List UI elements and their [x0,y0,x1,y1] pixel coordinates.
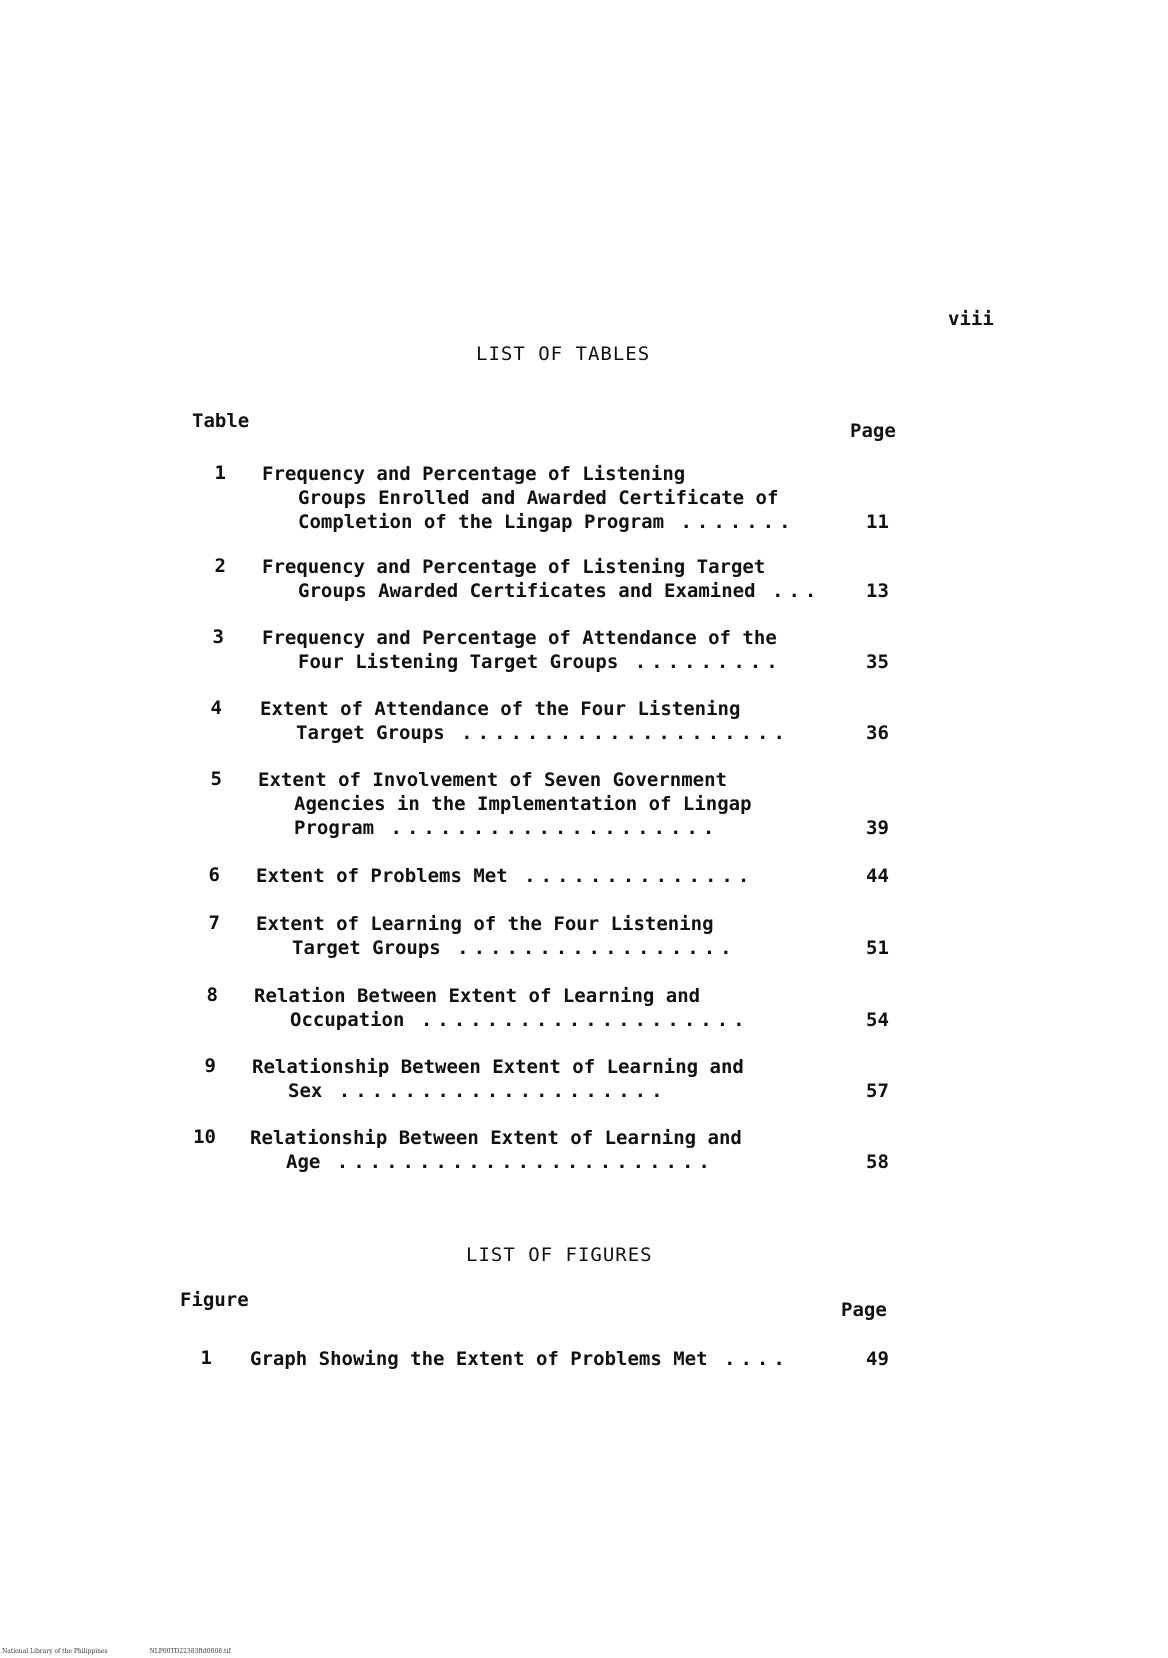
dot-leader: .................... [322,1080,668,1102]
table-page-number: 36 [866,722,889,744]
table-title-line: Frequency and Percentage of Listening [262,463,686,485]
table-title-line: Groups Awarded Certificates and Examined ... [298,580,822,602]
figure-column-label: Figure [180,1289,249,1311]
table-number: 4 [210,697,222,719]
footer-file: NLP00TD22383ftd0008.tif [149,1648,231,1655]
table-title-line: Frequency and Percentage of Listening Target [262,556,766,578]
table-number: 3 [212,626,224,648]
table-page-number: 54 [866,1009,889,1031]
dot-leader: .............. [507,865,755,887]
table-title-line: Four Listening Target Groups ......... [298,651,783,673]
table-page-number: 11 [866,511,889,533]
table-page-number: 44 [866,865,889,887]
table-title-line: Completion of the Lingap Program ....... [298,511,796,533]
dot-leader: ....................... [320,1151,715,1173]
table-number: 8 [206,984,218,1006]
dot-leader: .... [707,1348,790,1370]
table-title-line: Target Groups ................. [292,937,737,959]
table-page-number: 13 [866,580,889,602]
table-title-line: Target Groups .................... [296,722,790,744]
dot-leader: .................... [374,817,720,839]
dot-leader: ... [755,580,822,602]
table-title-line: Age ....................... [286,1151,715,1173]
table-title-line: Relationship Between Extent of Learning and [250,1127,742,1149]
page-number: viii [948,308,994,330]
figure-page-column-label: Page [841,1299,887,1321]
table-page-number: 51 [866,937,889,959]
table-title-line: Groups Enrolled and Awarded Certificate of [298,487,779,509]
table-page-number: 39 [866,817,889,839]
table-title-line: Extent of Problems Met .............. [256,865,755,887]
dot-leader: ......... [618,651,783,673]
table-title-line: Extent of Attendance of the Four Listening [260,698,741,720]
list-of-tables-title: LIST OF TABLES [476,343,651,365]
table-title-line: Sex .................... [288,1080,668,1102]
table-number: 10 [193,1126,216,1148]
table-page-number: 57 [866,1080,889,1102]
table-title-line: Agencies in the Implementation of Lingap [294,793,752,815]
dot-leader: ................. [440,937,737,959]
table-number: 1 [214,462,226,484]
footer-library: National Library of the Philippines [2,1648,108,1655]
figure-page-number: 49 [866,1348,889,1370]
table-title-line: Relationship Between Extent of Learning and [252,1056,744,1078]
table-number: 9 [204,1055,216,1077]
table-title-line: Program .................... [294,817,720,839]
table-page-column-label: Page [850,420,896,442]
table-title-line: Occupation .................... [290,1009,750,1031]
table-number: 5 [210,768,222,790]
table-page-number: 35 [866,651,889,673]
dot-leader: .................... [404,1009,750,1031]
table-page-number: 58 [866,1151,889,1173]
table-number: 6 [208,864,220,886]
list-of-figures-title: LIST OF FIGURES [466,1244,653,1266]
figure-title-line: Graph Showing the Extent of Problems Met .... [250,1348,790,1370]
table-number: 2 [214,555,226,577]
dot-leader: .................... [444,722,790,744]
figure-number: 1 [200,1347,212,1369]
table-title-line: Extent of Learning of the Four Listening [256,913,714,935]
table-title-line: Frequency and Percentage of Attendance of the [262,627,777,649]
scan-footer [2,1648,271,1655]
table-title-line: Relation Between Extent of Learning and [254,985,701,1007]
table-title-line: Extent of Involvement of Seven Government [258,769,727,791]
table-number: 7 [208,912,220,934]
dot-leader: ....... [664,511,796,533]
table-column-label: Table [192,410,250,432]
